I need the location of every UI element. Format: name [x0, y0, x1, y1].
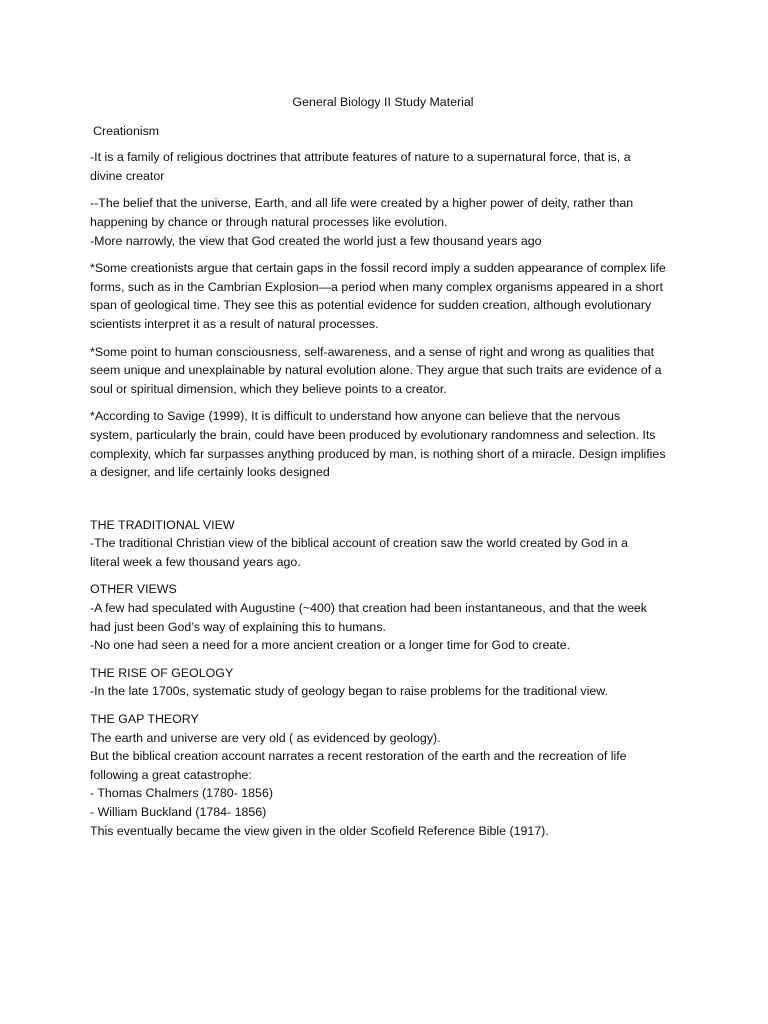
section-line: -In the late 1700s, systematic study of geology began to raise problems for the traditional view. — [90, 684, 608, 699]
topic-heading: Creationism — [93, 123, 160, 138]
section-traditional-view — [90, 516, 676, 572]
section-line: - Thomas Chalmers (1780- 1856) — [90, 786, 273, 801]
section-heading: THE RISE OF GEOLOGY — [90, 665, 234, 680]
paragraph-line: --The belief that the universe, Earth, and all life were created by a higher power of deity, rather than — [90, 196, 634, 211]
section-heading: THE TRADITIONAL VIEW — [90, 517, 235, 532]
section-heading: OTHER VIEWS — [90, 582, 177, 597]
section-line: This eventually became the view given in the older Scofield Reference Bible (1917). — [90, 823, 549, 838]
paragraph-line: system, particularly the brain, could have been produced by evolutionary randomness and selection. Its — [90, 427, 656, 442]
section-line: following a great catastrophe: — [90, 767, 252, 782]
paragraph-line: a designer, and life certainly looks designed — [90, 465, 330, 480]
section-heading: THE GAP THEORY — [90, 712, 199, 727]
paragraph-line: forms, such as in the Cambrian Explosion—a period when many complex organisms appeared in a short — [90, 279, 664, 294]
section-line: -No one had seen a need for a more ancient creation or a longer time for God to create. — [90, 638, 571, 653]
paragraph-line: -It is a family of religious doctrines that attribute features of nature to a supernatural force, that is, a — [90, 150, 631, 165]
paragraph-line: scientists interpret it as a result of natural processes. — [90, 316, 379, 331]
paragraph-definition — [90, 148, 676, 185]
section-line: literal week a few thousand years ago. — [90, 554, 301, 569]
section-line: had just been God’s way of explaining this to humans. — [90, 619, 386, 634]
paragraph-line: *According to Savige (1999), It is difficult to understand how anyone can believe that the nervous — [90, 409, 621, 424]
paragraph-line: span of geological time. They see this as potential evidence for sudden creation, although evolutionary — [90, 298, 652, 313]
paragraph-belief — [90, 194, 676, 250]
section-rise-of-geology — [90, 664, 676, 701]
paragraph-line: divine creator — [90, 168, 165, 183]
paragraph-consciousness — [90, 343, 676, 399]
spacer — [90, 491, 676, 516]
section-line: - William Buckland (1784- 1856) — [90, 805, 267, 819]
paragraph-line: *Some point to human consciousness, self-awareness, and a sense of right and wrong as qualities that — [90, 344, 655, 359]
paragraph-line: happening by chance or through natural processes like evolution. — [90, 214, 448, 229]
paragraph-fossil-record — [90, 259, 676, 333]
section-other-views — [90, 580, 676, 654]
paragraph-line: seem unique and unexplainable by natural evolution alone. They argue that such traits are evidence of a — [90, 363, 662, 378]
paragraph-line: -More narrowly, the view that God created the world just a few thousand years ago — [90, 233, 542, 248]
paragraph-line: soul or spiritual dimension, which they believe points to a creator. — [90, 381, 447, 396]
section-line: -A few had speculated with Augustine (~400) that creation had been instantaneous, and that the week — [90, 601, 647, 616]
paragraph-line: complexity, which far surpasses anything produced by man, is nothing short of a miracle. Design implifies — [90, 446, 666, 461]
section-line: The earth and universe are very old ( as evidenced by geology). — [90, 730, 441, 745]
section-gap-theory — [90, 710, 676, 840]
paragraph-savige-quote — [90, 407, 676, 481]
paragraph-line: *Some creationists argue that certain gaps in the fossil record imply a sudden appearance of complex life — [90, 261, 666, 276]
document-title: General Biology II Study Material — [292, 95, 474, 109]
section-line: But the biblical creation account narrates a recent restoration of the earth and the recreation of life — [90, 749, 627, 764]
section-line: -The traditional Christian view of the biblical account of creation saw the world created by God in a — [90, 536, 628, 551]
